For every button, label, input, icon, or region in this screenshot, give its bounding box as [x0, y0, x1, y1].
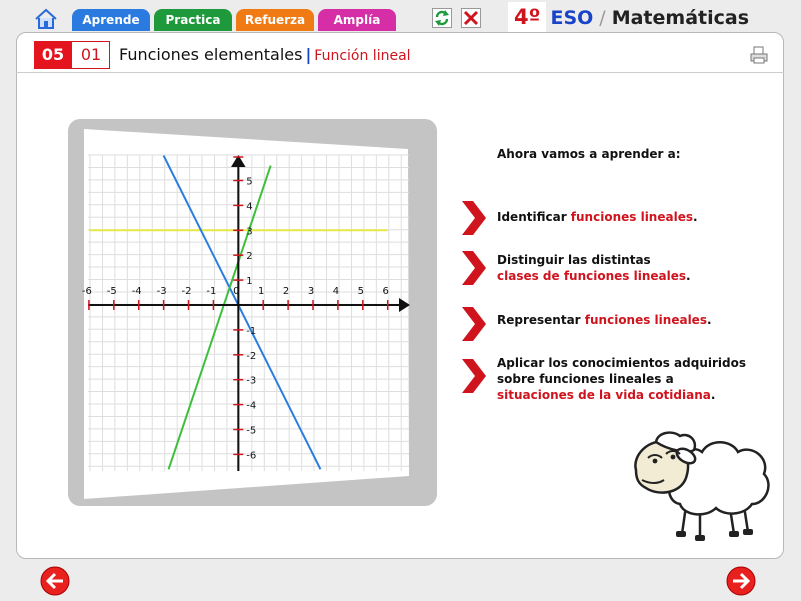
chevron-right-icon: [460, 250, 488, 286]
unit-subtitle: Función lineal: [314, 48, 411, 64]
x-tick-label: -4: [131, 286, 142, 297]
objective-text: .: [706, 313, 712, 327]
y-tick-label: -1: [246, 325, 257, 337]
objective-line: [497, 371, 746, 387]
objective-item: [497, 312, 712, 328]
objective-item: [497, 252, 691, 284]
x-tick-label: 3: [307, 286, 315, 297]
unit-title: Funciones elementales: [119, 45, 303, 64]
objective-highlight: funciones lineales: [570, 210, 693, 224]
page-title: [119, 45, 411, 64]
chevron-right-icon: [460, 358, 488, 394]
x-tick-label: -6: [81, 286, 92, 297]
course-separator: /: [599, 7, 606, 29]
y-tick-label: 3: [246, 226, 253, 238]
sheep-icon: [628, 428, 776, 546]
objective-line: [497, 268, 691, 284]
y-tick-label: -6: [246, 450, 257, 462]
y-tick-label: 4: [246, 201, 253, 213]
unit-section: 01: [80, 45, 102, 64]
next-button[interactable]: [726, 566, 756, 596]
print-icon[interactable]: [749, 45, 769, 65]
unit-number: 05: [34, 41, 72, 69]
function-graph: [68, 119, 437, 506]
objective-text: Representar: [497, 313, 585, 327]
tab-refuerza[interactable]: Refuerza: [236, 9, 314, 31]
x-tick-label: -1: [206, 286, 217, 297]
objective-text: Distinguir las distintas: [497, 253, 651, 267]
home-icon[interactable]: [34, 8, 58, 30]
course-grade: 4º: [508, 2, 546, 32]
reload-button[interactable]: [432, 8, 452, 28]
x-tick-label: 2: [282, 286, 290, 297]
close-icon: [462, 9, 480, 27]
objective-text: .: [710, 388, 716, 402]
x-tick-label: 4: [332, 286, 340, 297]
x-tick-label: 6: [382, 286, 389, 297]
tab-practica[interactable]: Practica: [154, 9, 232, 31]
objective-text: sobre funciones lineales a: [497, 372, 674, 386]
objective-line: [497, 312, 712, 328]
course-subject: Matemáticas: [611, 7, 750, 29]
prev-button[interactable]: [40, 566, 70, 596]
objective-item: [497, 355, 746, 403]
y-tick-label: -3: [246, 375, 257, 387]
objective-highlight: clases de funciones lineales: [497, 269, 687, 283]
objective-item: [497, 209, 698, 225]
y-tick-label: 5: [246, 176, 253, 188]
objectives-intro: Ahora vamos a aprender a:: [497, 147, 681, 161]
objective-text: .: [686, 269, 691, 283]
y-tick-label: -4: [246, 400, 257, 412]
objective-line: [497, 209, 698, 225]
y-tick-label: 1: [246, 276, 253, 288]
objective-text: .: [692, 210, 698, 224]
chevron-right-icon: [460, 306, 488, 342]
objective-highlight: funciones lineales: [584, 313, 707, 327]
x-tick-label: 1: [258, 286, 265, 297]
tab-amplia[interactable]: Amplía: [318, 9, 396, 31]
x-tick-label: -5: [106, 286, 117, 297]
y-tick-label: -2: [246, 350, 257, 362]
objective-text: Identificar: [497, 210, 571, 224]
x-tick-label: -3: [156, 286, 167, 297]
x-tick-label: 0: [233, 286, 240, 297]
course-title: [508, 2, 749, 32]
x-tick-label: 5: [357, 286, 364, 297]
chevron-right-icon: [460, 200, 488, 236]
objective-text: Aplicar los conocimientos adquiridos: [497, 356, 746, 370]
objective-line: [497, 252, 691, 268]
tab-aprende[interactable]: Aprende: [72, 9, 150, 31]
objective-line: [497, 387, 746, 403]
x-tick-label: -2: [181, 286, 192, 297]
header-divider: [16, 72, 784, 73]
objective-line: [497, 355, 746, 371]
title-separator: |: [305, 45, 312, 64]
close-button[interactable]: [461, 8, 481, 28]
reload-icon: [433, 9, 451, 27]
y-tick-label: 2: [246, 251, 253, 263]
y-tick-label: -5: [246, 425, 257, 437]
course-level: ESO: [550, 7, 594, 29]
objective-highlight: situaciones de la vida cotidiana: [497, 388, 711, 402]
